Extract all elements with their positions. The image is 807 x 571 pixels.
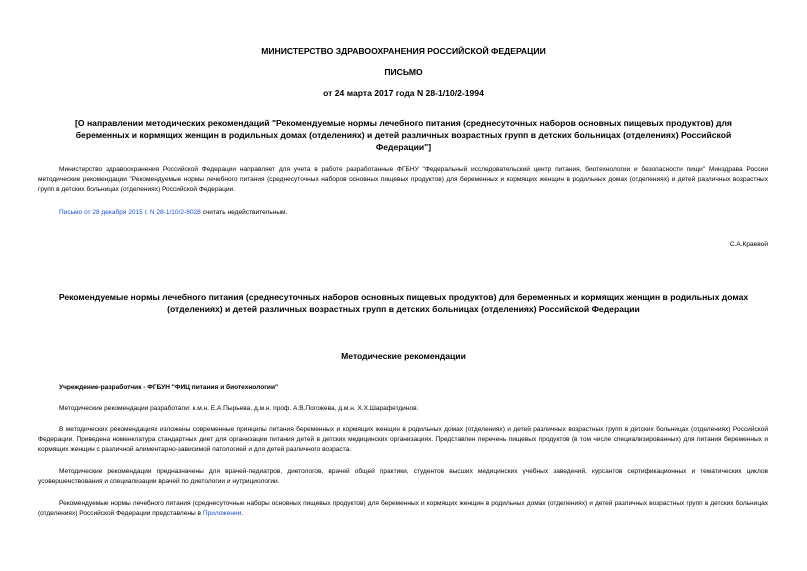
ministry-heading: МИНИСТЕРСТВО ЗДРАВООХРАНЕНИЯ РОССИЙСКОЙ ФЕДЕРАЦИИ bbox=[261, 46, 546, 56]
signature: С.А.Краевой bbox=[729, 241, 768, 248]
appendix-reference-text: Рекомендуемые нормы лечебного питания (среднесуточные наборы основных пищевых продуктов) для беременных и кормящих женщин в родильных домах (отделениях) и детей различных возрастных групп в детских больницах (отделениях) Российской Федерации представлены в bbox=[38, 500, 768, 517]
audience-paragraph: Методические рекомендации предназначены для врачей-педиатров, диетологов, врачей общей практики, студентов высших медицинских учебных заведений, курсантов сертификационных и тематических циклов усовершенствования и специализации врачей по диетологии и нутрициологии. bbox=[38, 468, 768, 485]
letter-subject: [О направлении методических рекомендаций "Рекомендуемые нормы лечебного питания (среднесуточных наборов основных пищевых продуктов) для беременных и кормящих женщин в родильных домах (отделениях) и детей различных возрастных групп в детских больницах (отделениях) Российской Федерации"] bbox=[75, 118, 732, 152]
date-number-heading: от 24 марта 2017 года N 28-1/10/2-1994 bbox=[323, 88, 484, 98]
intro-paragraph: Министерство здравоохранения Российской Федерации направляет для учета в работе разработанные ФГБНУ "Федеральный исследовательский центр питания, биотехнологии и безопасности пищи" Минздрава России методические рекомендации "Рекомендуемые нормы лечебного питания (среднесуточных наборов основных пищевых продуктов) для беременных и кормящих женщин в родильных домах (отделениях) и детей различных возрастных групп в детских больницах (отделениях) Российской Федерации. bbox=[38, 166, 768, 193]
invalidation-text: считать недействительным. bbox=[200, 209, 288, 216]
doc-type-heading: ПИСЬМО bbox=[384, 67, 423, 77]
authors-line: Методические рекомендации разработали: к.м.н. Е.А.Пырьева, д.м.н. проф. А.В.Погожева, д.м.н. Х.Х.Шарафетдинов. bbox=[59, 405, 419, 412]
invalidated-letter-link[interactable]: Письмо от 28 декабря 2015 г. N 28-1/10/2-8028 bbox=[59, 209, 201, 216]
appendix-subtitle: Методические рекомендации bbox=[341, 351, 466, 361]
appendix-reference-end: . bbox=[241, 510, 244, 517]
contents-paragraph: В методических рекомендациях изложены современные принципы питания беременных и кормящих женщин в родильных домах (отделениях) и детей различных возрастных групп в детских больницах (отделениях) Российской Федерации. Приведена номенклатура стандартных диет для организации питания детей в детских медицинских организациях. Представлен перечень пищевых продуктов (в том числе специализированных) для питания беременных и кормящих женщин с различной алиментарно-зависимой патологией и для детей различного возраста. bbox=[38, 426, 768, 453]
appendix-reference-paragraph bbox=[38, 499, 768, 519]
developer-line: Учреждение-разработчик - ФГБУН "ФИЦ питания и биотехнологии" bbox=[59, 384, 279, 391]
invalidation-paragraph bbox=[59, 208, 759, 218]
appendix-title: Рекомендуемые нормы лечебного питания (среднесуточных наборов основных пищевых продуктов) для беременных и кормящих женщин в родильных домах (отделениях) и детей различных возрастных групп в детских больницах (отделениях) Российской Федерации bbox=[58, 292, 749, 314]
appendix-link[interactable]: Приложении bbox=[202, 510, 242, 517]
